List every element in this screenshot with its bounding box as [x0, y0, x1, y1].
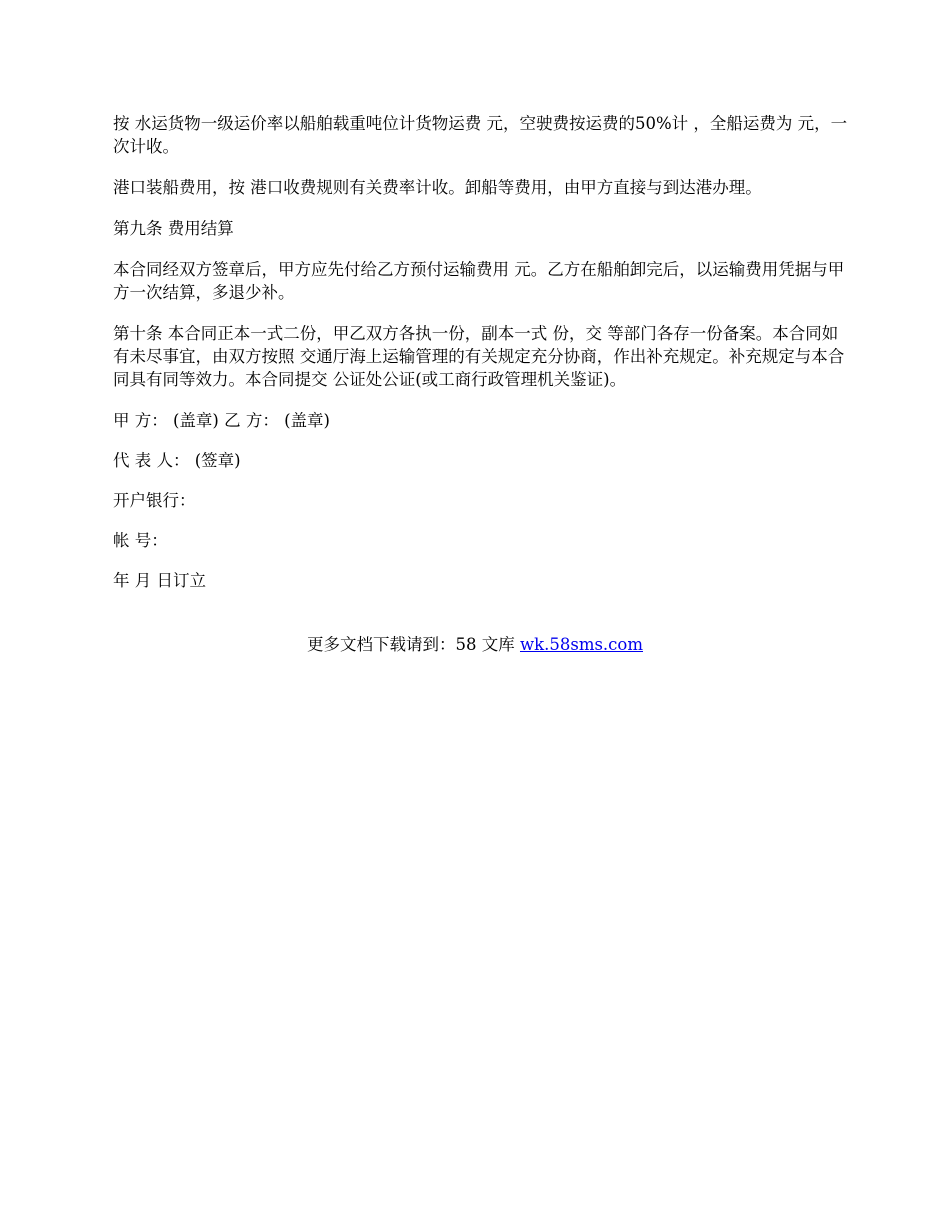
download-footer [0, 633, 950, 656]
paragraph-freight-rate: 按 水运货物一级运价率以船舶载重吨位计货物运费 元，空驶费按运费的50%计 ，全船运费为 元，一次计收。 [113, 114, 848, 156]
footer-link[interactable]: wk.58sms.com [519, 635, 643, 654]
paragraph-port-fees: 港口装船费用，按 港口收费规则有关费率计收。卸船等费用，由甲方直接与到达港办理。 [113, 178, 762, 197]
bank-line: 开户银行： [113, 491, 196, 510]
document-body [113, 112, 853, 609]
paragraph-settlement: 本合同经双方签章后，甲方应先付给乙方预付运输费用 元。乙方在船舶卸完后，以运输费用凭据与甲方一次结算，多退少补。 [113, 260, 845, 302]
heading-article-nine: 第九条 费用结算 [113, 219, 234, 238]
signature-parties-line: 甲 方： (盖章) 乙 方： (盖章) [113, 411, 330, 430]
footer-text: 更多文档下载请到：58 文库 [306, 635, 520, 654]
paragraph-article-ten: 第十条 本合同正本一式二份，甲乙双方各执一份，副本一式 份，交 等部门各存一份备案。本合同如有未尽事宜，由双方按照 交通厅海上运输管理的有关规定充分协商，作出补充规定。补充规定与本合同具有同等效力。本合同提交 公证处公证(或工商行政管理机关鉴证)。 [113, 324, 845, 389]
date-signed-line: 年 月 日订立 [113, 571, 206, 590]
representative-line: 代 表 人： (签章) [113, 451, 241, 470]
account-number-line: 帐 号： [113, 531, 168, 550]
